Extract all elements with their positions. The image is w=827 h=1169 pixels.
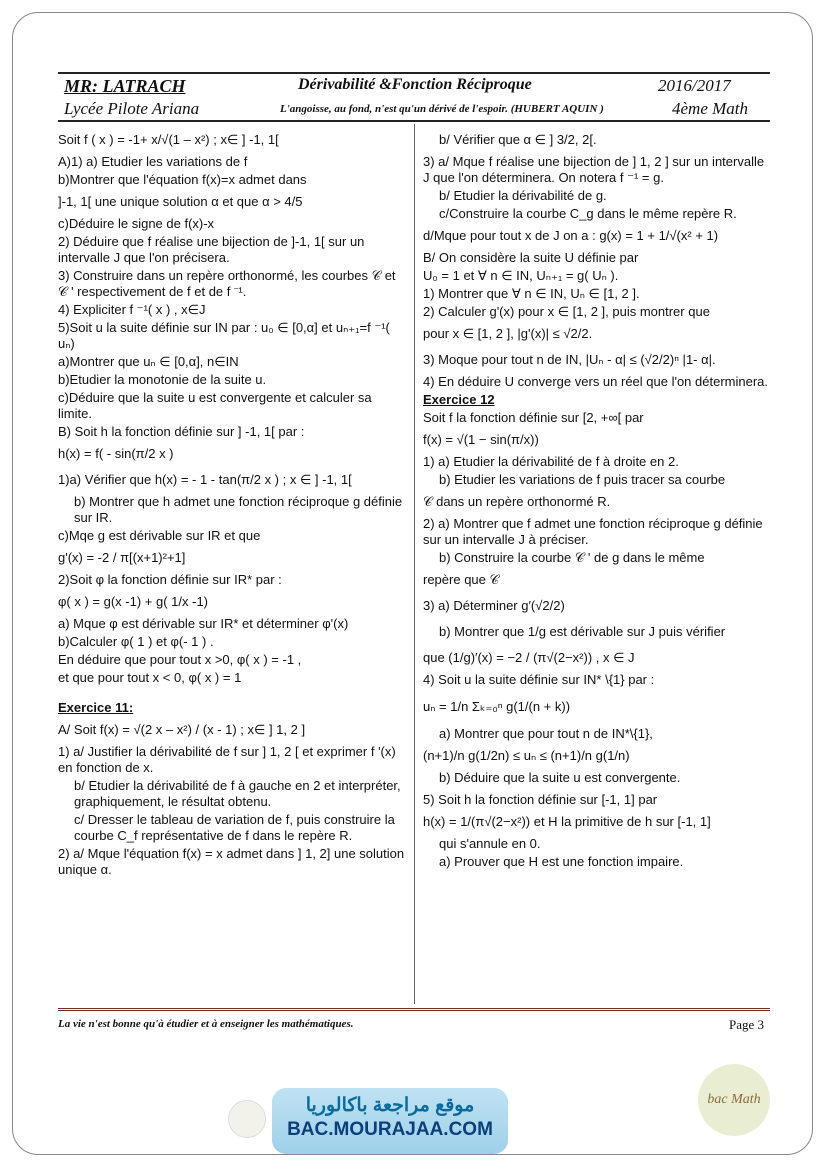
text-line: 3) Moque pour tout n de IN, |Uₙ - α| ≤ (√2/2)ⁿ |1- α|. bbox=[423, 352, 716, 367]
text-line: 1)a) Vérifier que h(x) = - 1 - tan(π/2 x ) ; x ∈ ] -1, 1[ bbox=[58, 472, 352, 487]
text-line: c/Construire la courbe C_g dans le même repère R. bbox=[439, 206, 737, 221]
site-logo-icon bbox=[228, 1100, 266, 1138]
document-title: Dérivabilité &Fonction Réciproque bbox=[298, 76, 532, 93]
footer-motto: La vie n'est bonne qu'à étudier et à enseigner les mathématiques. bbox=[58, 1018, 354, 1030]
text-line: repère que 𝒞 bbox=[423, 572, 499, 587]
text-line: 5)Soit u la suite définie sur IN par : u₀ ∈ [0,α] et uₙ₊₁=f ⁻¹( uₙ) bbox=[58, 320, 390, 351]
text-line: h(x) = f( - sin(π/2 x ) bbox=[58, 446, 174, 461]
exercise-heading: Exercice 12 bbox=[423, 392, 495, 407]
text-line: a)Montrer que uₙ ∈ [0,α], n∈IN bbox=[58, 354, 239, 369]
text-line: 3) a/ Mque f réalise une bijection de ] 1, 2 ] sur un intervalle J que l'on déterminera. On notera f ⁻¹ = g. bbox=[423, 154, 765, 185]
footer-rule bbox=[58, 1008, 770, 1011]
text-line: (n+1)/n g(1/2n) ≤ uₙ ≤ (n+1)/n g(1/n) bbox=[423, 748, 630, 763]
text-line: uₙ = 1/n Σₖ₌₀ⁿ g(1/(n + k)) bbox=[423, 699, 571, 714]
left-column bbox=[58, 128, 408, 880]
text-line: b) Etudier les variations de f puis tracer sa courbe bbox=[439, 472, 726, 487]
exercise-heading: Exercice 11: bbox=[58, 700, 134, 715]
text-line: Soit f ( x ) = -1+ x/√(1 – x²) ; x∈ ] -1, 1[ bbox=[58, 132, 279, 147]
text-line: b)Etudier la monotonie de la suite u. bbox=[58, 372, 267, 387]
text-line: 5) Soit h la fonction définie sur [-1, 1] par bbox=[423, 792, 658, 807]
text-line: et que pour tout x < 0, φ( x ) = 1 bbox=[58, 670, 242, 685]
text-line: 2) a/ Mque l'équation f(x) = x admet dans ] 1, 2] une solution unique α. bbox=[58, 846, 405, 877]
text-line: φ( x ) = g(x -1) + g( 1/x -1) bbox=[58, 594, 209, 609]
text-line: A)1) a) Etudier les variations de f bbox=[58, 154, 248, 169]
banner-url[interactable]: BAC.MOURAJAA.COM bbox=[287, 1119, 493, 1140]
text-line: que (1/g)′(x) = −2 / (π√(2−x²)) , x ∈ J bbox=[423, 650, 635, 665]
right-column bbox=[423, 128, 768, 872]
text-line: 2) a) Montrer que f admet une fonction réciproque g définie sur un intervalle J à préciser. bbox=[423, 516, 763, 547]
text-line: b) Déduire que la suite u est convergente. bbox=[439, 770, 681, 785]
text-line: b) Montrer que h admet une fonction réciproque g définie sur IR. bbox=[74, 494, 403, 525]
text-line: Soit f la fonction définie sur [2, +∞[ par bbox=[423, 410, 644, 425]
text-line: b) Montrer que 1/g est dérivable sur J puis vérifier bbox=[439, 624, 726, 639]
text-line: c)Mqe g est dérivable sur IR et que bbox=[58, 528, 261, 543]
text-line: b/ Etudier la dérivabilité de f à gauche en 2 et interpréter, graphiquement, le résultat obtenu. bbox=[74, 778, 401, 809]
text-line: 1) Montrer que ∀ n ∈ IN, Uₙ ∈ [1, 2 ]. bbox=[423, 286, 640, 301]
school-year: 2016/2017 bbox=[658, 76, 731, 95]
school-name: Lycée Pilote Ariana bbox=[64, 99, 200, 118]
header-quote: L'angoisse, au fond, n'est qu'un dérivé de l'espoir. (HUBERT AQUIN ) bbox=[280, 103, 604, 115]
text-line: A/ Soit f(x) = √(2 x – x²) / (x - 1) ; x∈ ] 1, 2 ] bbox=[58, 722, 306, 737]
text-line: 3) a) Déterminer g′(√2/2) bbox=[423, 598, 565, 613]
website-banner[interactable] bbox=[272, 1088, 508, 1154]
text-line: B/ On considère la suite U définie par bbox=[423, 250, 639, 265]
text-line: 4) En déduire U converge vers un réel que l'on déterminera. bbox=[423, 374, 769, 389]
text-line: En déduire que pour tout x >0, φ( x ) = -1 , bbox=[58, 652, 302, 667]
teacher-name: MR: LATRACH bbox=[64, 76, 186, 96]
text-line: 2) Calculer g'(x) pour x ∈ [1, 2 ], puis montrer que bbox=[423, 304, 710, 319]
text-line: h(x) = 1/(π√(2−x²)) et H la primitive de h sur [-1, 1] bbox=[423, 814, 711, 829]
text-line: f(x) = √(1 − sin(π/x)) bbox=[423, 432, 539, 447]
text-line: ]-1, 1[ une unique solution α et que α > 4/5 bbox=[58, 194, 303, 209]
text-line: b/ Vérifier que α ∈ ] 3/2, 2[. bbox=[439, 132, 597, 147]
text-line: b/ Etudier la dérivabilité de g. bbox=[439, 188, 607, 203]
text-line: a) Montrer que pour tout n de IN*\{1}, bbox=[439, 726, 653, 741]
text-line: g'(x) = -2 / π[(x+1)²+1] bbox=[58, 550, 186, 565]
text-line: 2)Soit φ la fonction définie sur IR* par : bbox=[58, 572, 282, 587]
text-line: d/Mque pour tout x de J on a : g(x) = 1 + 1/√(x² + 1) bbox=[423, 228, 719, 243]
class-level: 4ème Math bbox=[672, 99, 749, 118]
text-line: 𝒞 dans un repère orthonormé R. bbox=[423, 494, 611, 509]
text-line: c)Déduire que la suite u est convergente et calculer sa limite. bbox=[58, 390, 372, 421]
text-line: a) Mque φ est dérivable sur IR* et déterminer φ'(x) bbox=[58, 616, 349, 631]
page-header bbox=[58, 72, 770, 122]
text-line: a) Prouver que H est une fonction impaire. bbox=[439, 854, 684, 869]
text-line: 4) Expliciter f ⁻¹( x ) , x∈J bbox=[58, 302, 206, 317]
bac-math-logo: bac Math bbox=[698, 1064, 770, 1136]
section-heading: B) Soit h la fonction définie sur ] -1, 1[ par : bbox=[58, 424, 305, 439]
text-line: b) Construire la courbe 𝒞 ' de g dans le même bbox=[439, 550, 705, 565]
text-line: 1) a/ Justifier la dérivabilité de f sur ] 1, 2 [ et exprimer f '(x) en fonction de x. bbox=[58, 744, 396, 775]
text-line: 4) Soit u la suite définie sur IN* \{1} par : bbox=[423, 672, 655, 687]
page-number: Page 3 bbox=[729, 1017, 765, 1032]
text-line: c)Déduire le signe de f(x)-x bbox=[58, 216, 215, 231]
text-line: 2) Déduire que f réalise une bijection de ]-1, 1[ sur un intervalle J que l'on précisera. bbox=[58, 234, 365, 265]
text-line: 1) a) Etudier la dérivabilité de f à droite en 2. bbox=[423, 454, 679, 469]
text-line: pour x ∈ [1, 2 ], |g'(x)| ≤ √2/2. bbox=[423, 326, 593, 341]
text-line: b)Montrer que l'équation f(x)=x admet dans bbox=[58, 172, 307, 187]
column-separator bbox=[414, 124, 415, 1004]
text-line: U₀ = 1 et ∀ n ∈ IN, Uₙ₊₁ = g( Uₙ ). bbox=[423, 268, 619, 283]
text-line: b)Calculer φ( 1 ) et φ(- 1 ) . bbox=[58, 634, 214, 649]
text-line: c/ Dresser le tableau de variation de f, puis construire la courbe C_f représentative de f dans le repère R. bbox=[74, 812, 395, 843]
text-line: qui s'annule en 0. bbox=[439, 836, 541, 851]
banner-arabic-title: موقع مراجعة باكالوريا bbox=[305, 1095, 475, 1116]
text-line: 3) Construire dans un repère orthonormé, les courbes 𝒞 et 𝒞 ' respectivement de f et de f ⁻¹. bbox=[58, 268, 396, 299]
